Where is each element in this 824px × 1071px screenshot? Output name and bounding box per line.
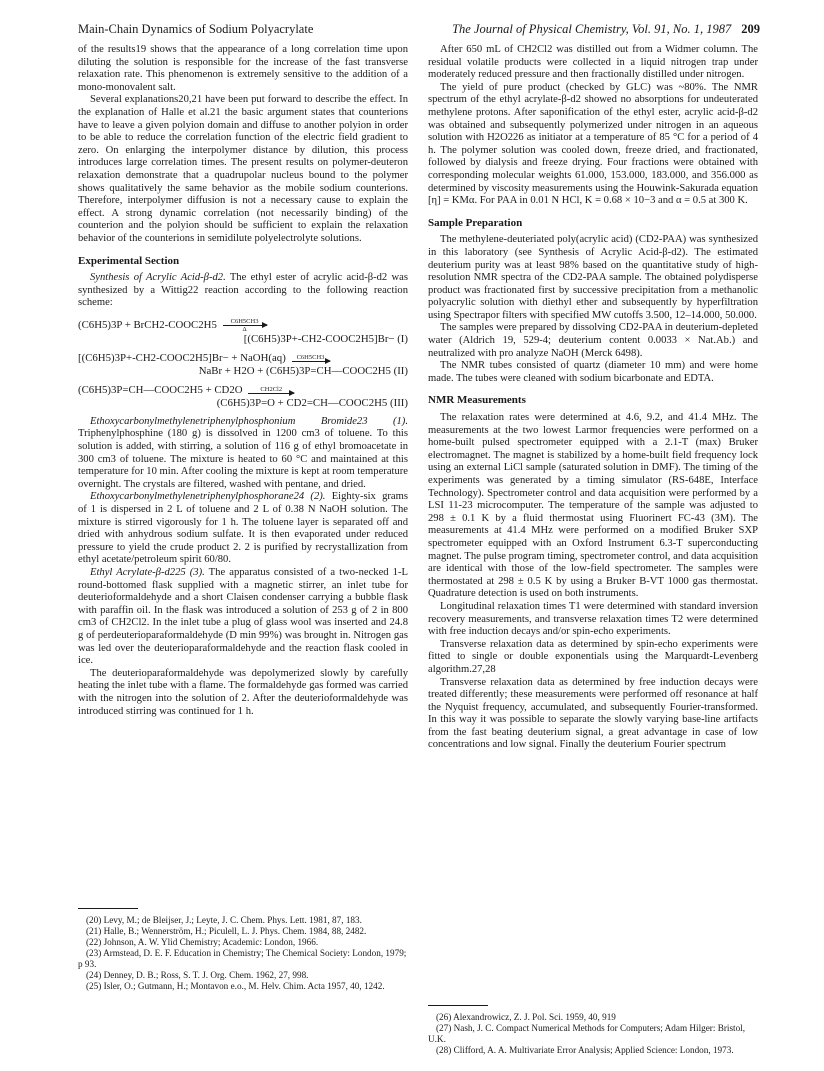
reaction-1-solvent: C6H5CH3 <box>230 317 259 325</box>
reaction-arrow-icon <box>223 318 267 333</box>
reaction-2-reactants: [(C6H5)3P+-CH2-COOC2H5]Br− + NaOH(aq) <box>78 351 286 364</box>
phosphorane-text: Eighty-six grams of 1 is dispersed in 2 L of toluene and 2 L of 0.38 N NaOH solution. The mixture is stirred vigorously for 1 h. The toluene layer is separated off and dried with anhydrous sodium sulfate. It is then evaporated under reduced pressure to yield the crude product 2. 2 is purified by recrystallization from ethyl acetate/petroleum spirit 60/80. <box>78 491 408 566</box>
subheading-acrylate: Ethyl Acrylate-β-d225 (3). <box>90 567 205 578</box>
footnote-divider <box>78 908 138 909</box>
reaction-2-line-1 <box>78 352 408 365</box>
subheading-synthesis: Synthesis of Acrylic Acid-β-d2. <box>90 272 226 284</box>
reaction-2-product: NaBr + H2O + (C6H5)3P=CH—COOC2H5 (II) <box>198 364 408 377</box>
reaction-3-line-1 <box>78 384 408 397</box>
reaction-2-solvent: C6H5CH3 <box>296 354 325 362</box>
running-head: Main-Chain Dynamics of Sodium Polyacrylate <box>78 22 314 36</box>
journal-name: The Journal of Physical Chemistry, Vol. 91, No. 1, 1987 <box>452 22 732 36</box>
paragraph <box>78 491 408 567</box>
paragraph: The deuterioparaformaldehyde was depolymerized slowly by carefully heating the inlet tube with a flame. The formaldehyde gas formed was carried with the nitrogen into the solution of 2. After the deuterioformaldehyde was introduced stirring was continued for 1 h. <box>78 667 408 717</box>
reaction-1-heat: Δ <box>242 325 247 333</box>
footnote: (25) Isler, O.; Gutmann, H.; Montavon e.o., M. Helv. Chim. Acta 1957, 40, 1242. <box>86 981 385 991</box>
reaction-3-solvent: CH2Cl2 <box>260 386 283 394</box>
paragraph <box>78 416 408 492</box>
paragraph: Transverse relaxation data as determined by free induction decays were treated differently; these measurements were performed off resonance at half the Nyquist frequency, accumulated, and subsequently Fourier-transformed. In this way it was possible to separate the slowly varying base-line artifacts from the fast beating deuterium signal, a great advantage in case of low concentrations and low signal. Finally the deuterium Fourier spectrum <box>428 676 758 751</box>
footnote: (24) Denney, D. B.; Ross, S. T. J. Org. Chem. 1962, 27, 998. <box>86 970 309 980</box>
footnote: (22) Johnson, A. W. Ylid Chemistry; Academic: London, 1966. <box>86 937 319 947</box>
subheading-phosphorane: Ethoxycarbonylmethylenetriphenylphosphorane24 (2). <box>90 491 326 503</box>
paragraph: Transverse relaxation data as determined by spin-echo experiments were fitted to single or double exponentials using the Marquardt-Levenberg algorithm.27,28 <box>428 638 758 675</box>
footnote: (23) Armstead, D. E. F. Education in Chemistry; The Chemical Society: London, 1979; p 93. <box>78 948 407 969</box>
paragraph: The yield of pure product (checked by GLC) was ~80%. The NMR spectrum of the ethyl acrylate-β-d2 showed no absorptions for undeuterated methylene protons. After saponification of the ethyl ester, acrylic acid-β-d2 was obtained and subsequently polymerized under nitrogen in an aqueous solution with H2O226 as initiator at a temperature of 85 °C for a period of 4 h. The polymer solution was cooled down, freeze dried, and fractionated, followed by dialysis and freeze drying. Four fractions were obtained with corresponding molecular weights 61.000, 153.000, 183.000, and 356.000 as determined by viscosity measurements using the Houwink-Sakurada equation [η] = KMα. For PAA in 0.01 N HCl, K = 0.68 × 10−3 and α = 0.5 at 300 K. <box>428 81 758 207</box>
reaction-arrow-icon <box>248 386 294 394</box>
footnote: (26) Alexandrowicz, Z. J. Pol. Sci. 1959, 40, 919 <box>436 1012 616 1022</box>
right-column <box>428 44 758 752</box>
page-number: 209 <box>741 22 760 36</box>
section-heading-experimental: Experimental Section <box>78 254 180 267</box>
paragraph: The methylene-deuteriated poly(acrylic acid) (CD2-PAA) was synthesized in this laboratory (see Synthesis of Acrylic Acid-β-d2). The estimated deuterium purity was at least 98% based on the quantitative study of high-resolution NMR spectra of the CD2-PAA sample. The obtained polydisperse product was fractionated first by successive precipitation from a methanolic polyacrylic solution with diethyl ether and subsequently by hyperfiltration using Spectrapor filters with specified MW cutoffs 3.500, 12–14.000, 50.000. <box>428 234 758 321</box>
paragraph: Several explanations20,21 have been put forward to describe the effect. In the explanation of Halle et al.21 the basic argument states that counterions have to leave a given polyion domain and diffuse to another polyion in order to be able to reduce the correlation function of the electric field gradient to zero. On enlarging the interpolymer distance by dilution, this process introduces large correlation times. The present results on polymer-deuteron relaxation demonstrate that a quadrupolar nucleus bound to the polymer shows qualitatively the same behavior as the mobile sodium counterions. Therefore, interpolymer diffusion is not a necessary cause to explain the effect. A strong dynamic correlation (not necessarily binding) of the counterion and the polyion should be sufficient to explain the relaxation behavior of the counterions in semidilute polyelectrolyte solutions. <box>78 94 408 244</box>
subheading-bromide: Ethoxycarbonylmethylenetriphenylphosphonium Bromide23 (1). <box>90 415 408 427</box>
reaction-arrow-icon <box>292 354 330 362</box>
journal-citation <box>452 22 760 37</box>
paragraph: The samples were prepared by dissolving CD2-PAA in deuterium-depleted water (Aldrich 19, 529-4; deuterium content 0.0033 × Nat.Ab.) and neutralized with pro analyze NaOH (Merck 6498). <box>428 322 758 359</box>
paragraph: The NMR tubes consisted of quartz (diameter 10 mm) and were home made. The tubes were cleaned with sodium bicarbonate and EDTA. <box>428 360 758 384</box>
footnotes-left <box>78 908 408 992</box>
paragraph: Longitudinal relaxation times T1 were determined with standard inversion recovery measurements, and transverse relaxation times T2 were determined with free induction decays and/or spin-echo experiments. <box>428 600 758 638</box>
paragraph: The relaxation rates were determined at 4.6, 9.2, and 41.4 MHz. The measurements at the two lowest Larmor frequencies were performed on a home-built pulsed spectrometer equipped with a 2.1-T (max) Bruker electromagnet. The magnet is stabilized by a home-built field frequency lock using an external LiCl sample (saturated solution in DMF). The timing of the experiments was generated by a timing simulator (RS-648E, Interface Technology). Spectrometer control and data acquisition were performed by a LSI 11-23 microcomputer. The temperature of the sample was adjusted to 298 ± 0.1 K by a fluid thermostat using Fluorinert FC-43 (3M). The measurements at 41.4 MHz were performed on a modified Bruker SXP spectrometer equipped with an Oxford Instrument 6.3-T superconducting magnet. The pulse program timing, spectrometer control, and data acquisition are identical with those of the low-field spectrometer. The samples were thermostated at 298 ± 0.5 K by using a Bruker B-VT 1000 gas thermostat. Quadrature detection is used on both instruments. <box>428 412 758 600</box>
bromide-text: Triphenylphosphine (180 g) is dissolved in 1200 cm3 of toluene. To this solution is added, with stirring, a solution of 116 g of ethyl bromoacetate in 300 cm3 of toluene. The mixture is heated to 60 °C and maintained at this temperature for 10 min. After cooling the mixture is kept at room temperature overnight. The crystals are filtered, washed with pentane, and dried. <box>78 428 408 490</box>
reaction-1-line-1 <box>78 318 408 333</box>
footnote: (28) Clifford, A. A. Multivariate Error Analysis; Applied Science: London, 1973. <box>436 1045 734 1055</box>
reaction-scheme <box>78 318 408 410</box>
footnote: (27) Nash, J. C. Compact Numerical Methods for Computers; Adam Hilger: Bristol, U.K. <box>428 1023 746 1044</box>
paragraph: After 650 mL of CH2Cl2 was distilled out from a Widmer column. The residual volatile products were collected in a liquid nitrogen trap under moderately reduced pressure and then fractionally distilled under nitrogen. <box>428 44 758 81</box>
left-column <box>78 44 408 718</box>
acrylate-text: The apparatus consisted of a two-necked 1-L round-bottomed flask supplied with a magnetic stirrer, an inlet tube for deuterioformaldehyde and a short Claisen condenser carrying a bubble flask with paraffin oil. In the flask was introduced a solution of 253 g of 2 in 800 cm3 of CH2Cl2. In the inlet tube a plug of glass wool was inserted and 24.8 g of perdeuterioparaformaldehyde (D min 99%) was brought in. Nitrogen gas was led over the deuterioparaformaldehyde and the reaction flask cooled in ice. <box>78 567 408 667</box>
footnote: (21) Halle, B.; Wennerström, H.; Piculell, L. J. Phys. Chem. 1984, 88, 2482. <box>86 926 367 936</box>
footnotes-right <box>428 1005 758 1056</box>
footnote-divider <box>428 1005 488 1006</box>
section-heading-sample: Sample Preparation <box>428 216 523 229</box>
reaction-1-reactants: (C6H5)3P + BrCH2-COOC2H5 <box>78 318 217 331</box>
synthesis-text: The ethyl ester of acrylic acid-β-d2 was synthesized by a Wittig22 reaction according to the following reaction scheme: <box>78 272 408 309</box>
section-heading-nmr: NMR Measurements <box>428 394 526 407</box>
paragraph <box>78 272 408 310</box>
paragraph <box>78 567 408 668</box>
reaction-3-reactants: (C6H5)3P=CH—COOC2H5 + CD2O <box>78 383 243 396</box>
reaction-1-product: [(C6H5)3P+-CH2-COOC2H5]Br− (I) <box>243 332 408 345</box>
paragraph: of the results19 shows that the appearance of a long correlation time upon diluting the solution is responsible for the increase of the fast transverse relaxation rate. This phenomenon is extremely sensitive to the addition of a mono-monovalent salt. <box>78 44 408 93</box>
reaction-3-product: (C6H5)3P=O + CD2=CH—COOC2H5 (III) <box>216 396 408 409</box>
footnote: (20) Levy, M.; de Bleijser, J.; Leyte, J. C. Chem. Phys. Lett. 1981, 87, 183. <box>86 915 362 925</box>
